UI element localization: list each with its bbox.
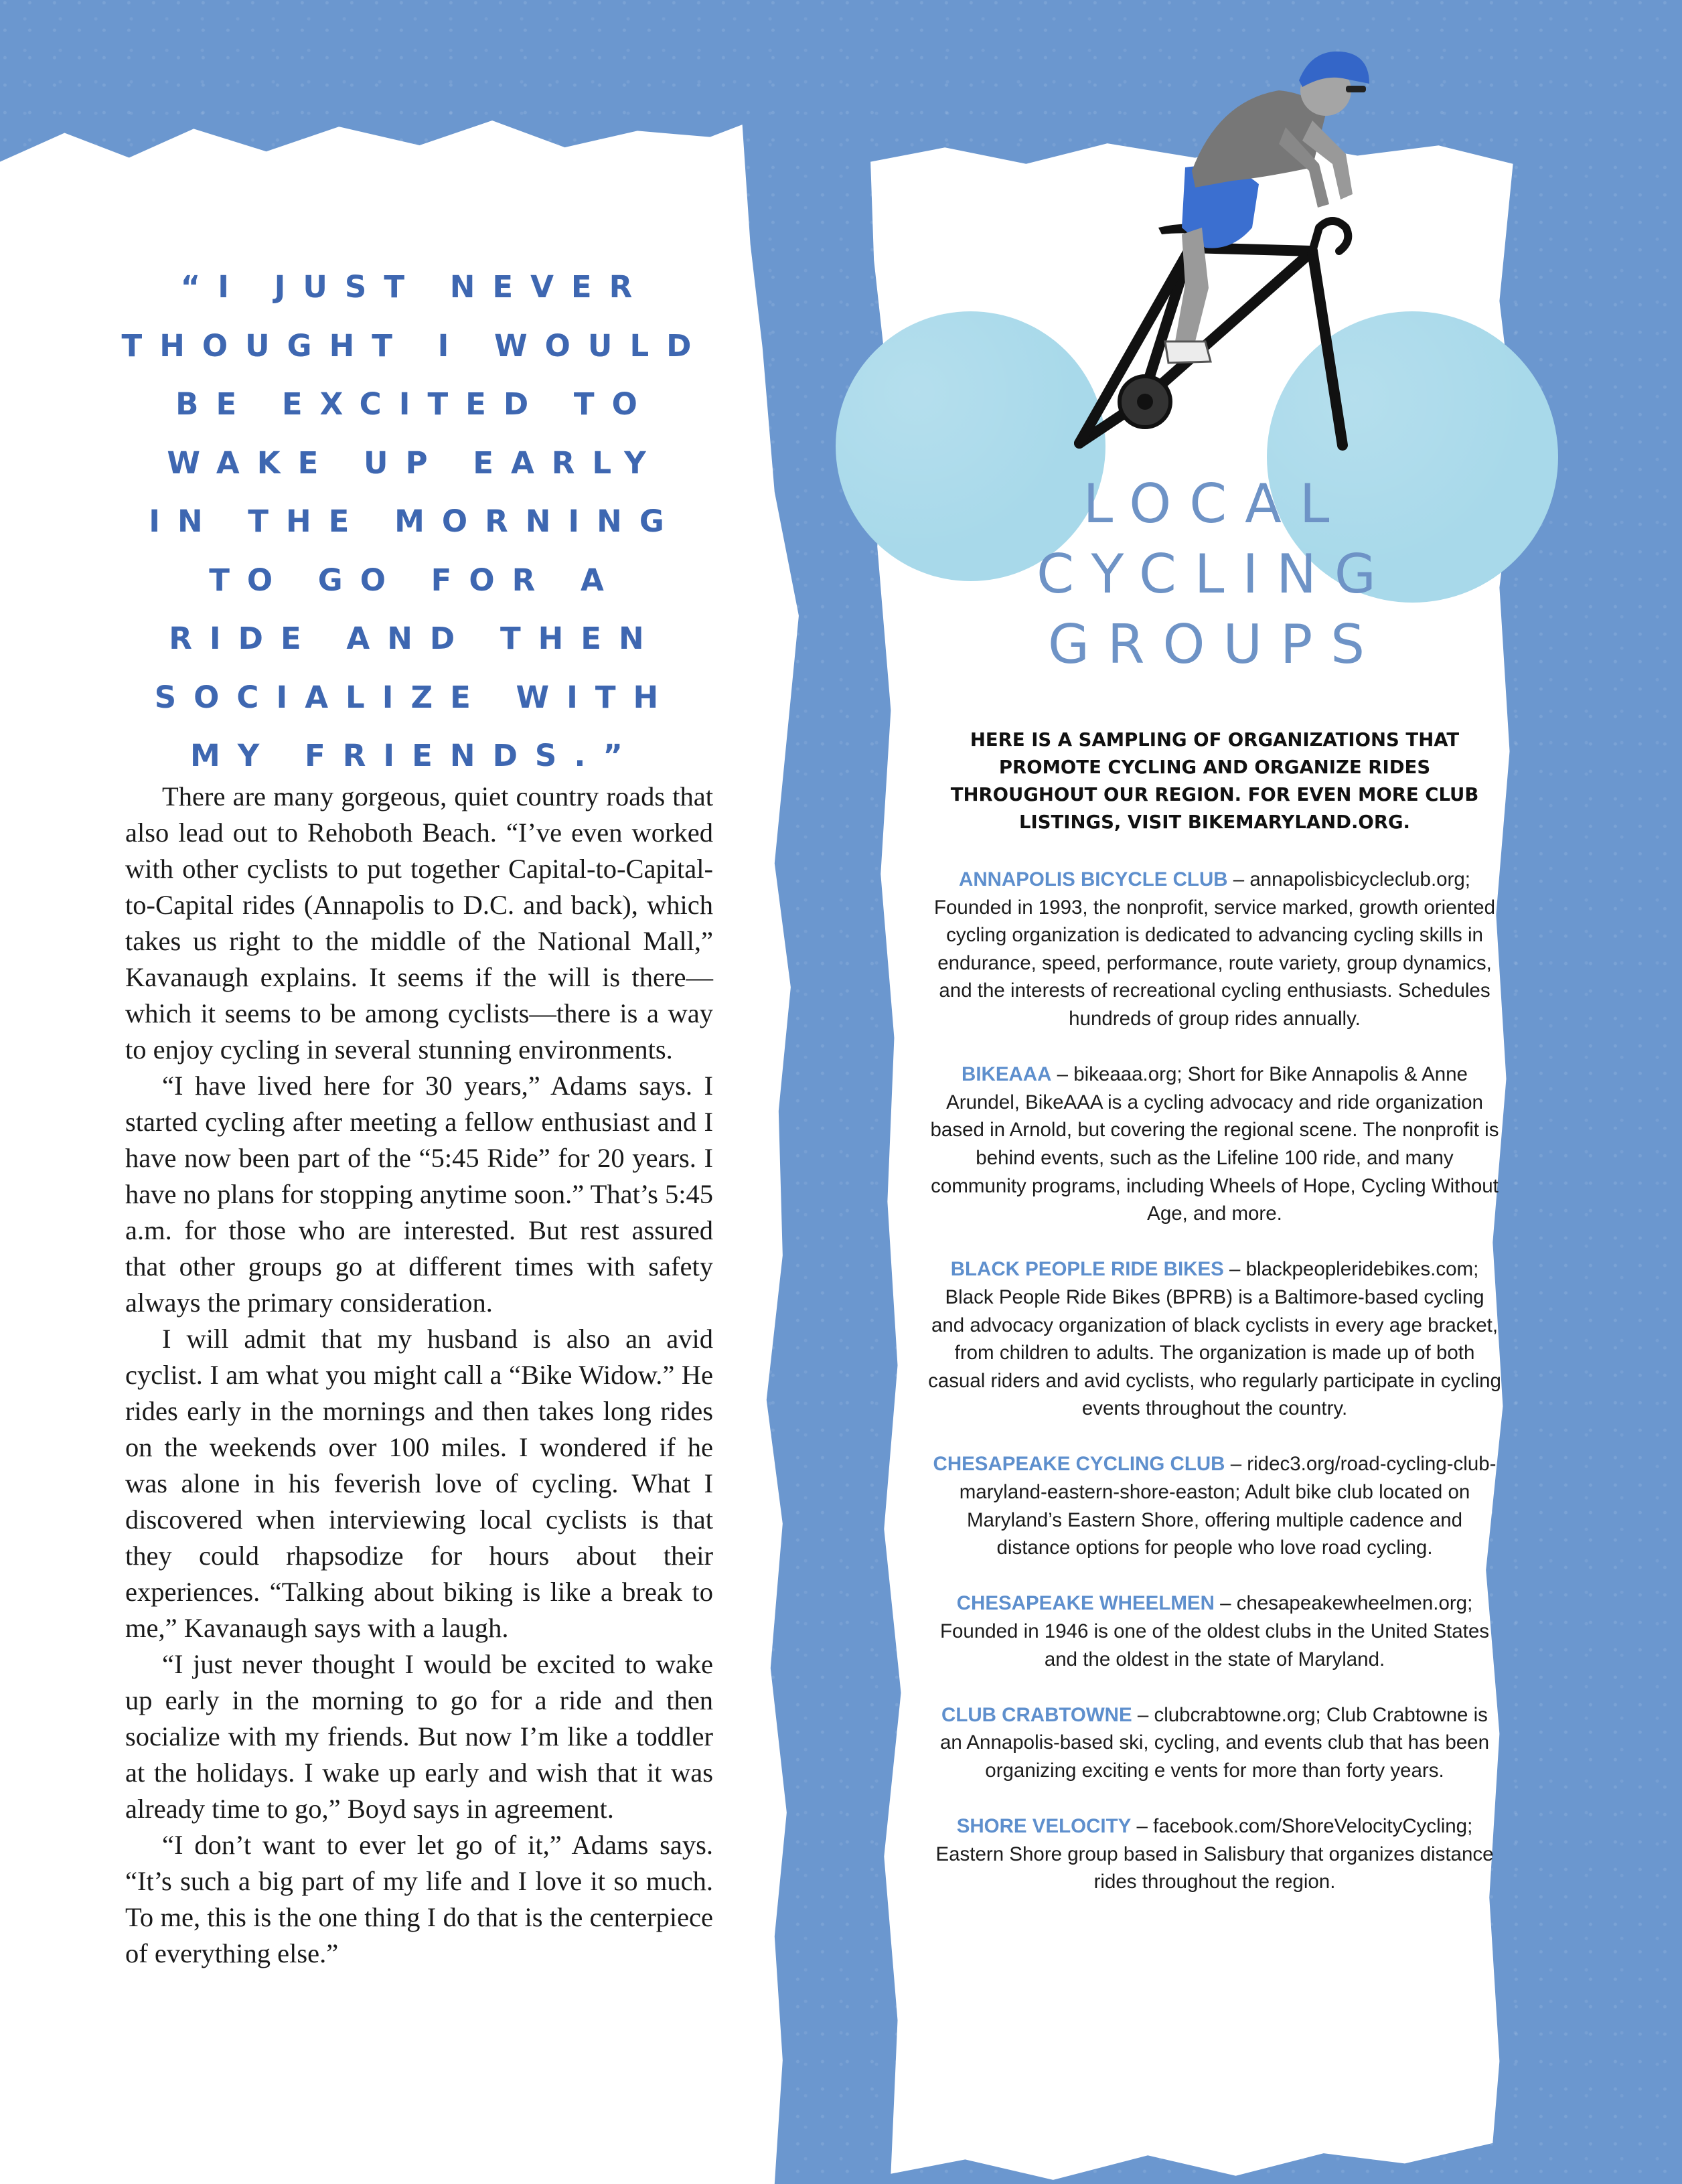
club-entry bbox=[928, 1255, 1501, 1423]
club-entry bbox=[928, 1061, 1501, 1228]
club-description: – blackpeopleridebikes.com; Black People Ride Bikes (BPRB) is a Baltimore-based cycling and advocacy organization of black cyclists in every age bracket, from children to adults. The organization is made up of both casual riders and avid cyclists, who regularly participate in cycling events throughout the country. bbox=[928, 1258, 1501, 1420]
article-paragraph: “I just never thought I would be excited to wake up early in the morning to go for a ride and then socialize with my friends. But now I’m like a toddler at the holidays. I wake up early and wish that it was already time to go,” Boyd says in agreement. bbox=[125, 1649, 713, 1824]
club-name: CHESAPEAKE WHEELMEN bbox=[956, 1592, 1215, 1615]
club-description: – bikeaaa.org; Short for Bike Annapolis & Anne Arundel, BikeAAA is a cycling advocacy and ride organization based in Arnold, but covering the regional scene. The nonprofit is behind events, such as the Lifeline 100 ride, and many community programs, including Wheels of Hope, Cycling Without Age, and more. bbox=[930, 1063, 1499, 1225]
club-entry bbox=[928, 1589, 1501, 1673]
article-paragraph: “I don’t want to ever let go of it,” Adams says. “It’s such a big part of my life and I love it so much. To me, this is the one thing I do that is the centerpiece of everything else.” bbox=[125, 1830, 713, 1968]
club-name: CLUB CRABTOWNE bbox=[941, 1703, 1132, 1726]
article-paragraph: There are many gorgeous, quiet country roads that also lead out to Rehoboth Beach. “I’ve even worked with other cyclists to put together Capital-to-Capital-to-Capital rides (Annapolis to D.C. and back), which takes us right to the middle of the National Mall,” Kavanaugh explains. It seems if the will is there—which it seems to be among cyclists—there is a way to enjoy cycling in several stunning environments. bbox=[125, 781, 713, 1065]
sidebar-heading: LOCAL CYCLING GROUPS bbox=[1037, 473, 1394, 676]
article-paragraph: I will admit that my husband is also an avid cyclist. I am what you might call a “Bike Widow.” He rides early in the mornings and then takes long rides on the weekends over 100 miles. I wondered if he was alone in his feverish love of cycling. What I discovered when interviewing local cyclists is that they could rhapsodize for hours about their experiences. “Talking about biking is like a break to me,” Kavanaugh says with a laugh. bbox=[125, 1324, 713, 1643]
club-entry bbox=[928, 1450, 1501, 1561]
club-entry bbox=[928, 866, 1501, 1033]
cyclist-illustration bbox=[1031, 27, 1406, 469]
article-paragraph: “I have lived here for 30 years,” Adams says. I started cycling after meeting a fellow enthusiast and I have now been part of the “5:45 Ride” for 20 years. I have no plans for stopping anytime soon.” That’s 5:45 a.m. for those who are interested. But rest assured that other groups go at different times with safety always the primary consideration. bbox=[125, 1071, 713, 1318]
club-name: CHESAPEAKE CYCLING CLUB bbox=[933, 1453, 1225, 1476]
club-description: – annapolisbicycleclub.org; Founded in 1993, the nonprofit, service marked, growth oriented cycling organization is dedicated to advancing cycling skills in endurance, speed, performance, route variety, group dynamics, and the interests of recreational cycling enthusiasts. Schedules hundreds of group rides annually. bbox=[934, 868, 1495, 1030]
club-description: – chesapeakewheelmen.org; Founded in 1946 is one of the oldest clubs in the United States and the oldest in the state of Maryland. bbox=[940, 1592, 1489, 1670]
club-entry bbox=[928, 1701, 1501, 1785]
club-entry bbox=[928, 1812, 1501, 1896]
sidebar-intro: HERE IS A SAMPLING OF ORGANIZATIONS THAT PROMOTE CYCLING AND ORGANIZE RIDES THROUGHOUT OUR REGION. FOR EVEN MORE CLUB LISTINGS, VISIT BIKEMARYLAND.ORG. bbox=[950, 729, 1479, 833]
club-description: – clubcrabtowne.org; Club Crabtowne is an Annapolis-based ski, cycling, and events club that has been organizing exciting e vents for more than forty years. bbox=[940, 1703, 1489, 1782]
club-name: ANNAPOLIS BICYCLE CLUB bbox=[959, 868, 1228, 890]
club-name: BIKEAAA bbox=[962, 1063, 1052, 1086]
club-description: – facebook.com/ShoreVelocityCycling; Eastern Shore group based in Salisbury that organizes distance rides throughout the region. bbox=[935, 1815, 1494, 1893]
club-list bbox=[928, 866, 1501, 1924]
club-name: BLACK PEOPLE RIDE BIKES bbox=[950, 1258, 1224, 1281]
club-name: SHORE VELOCITY bbox=[956, 1815, 1132, 1838]
article-body bbox=[125, 779, 713, 1972]
club-description: – ridec3.org/road-cycling-club-maryland-eastern-shore-easton; Adult bike club located on Maryland’s Eastern Shore, offering multiple cadence and distance options for people who love road cycling. bbox=[959, 1453, 1497, 1559]
pull-quote: “I JUST NEVER THOUGHT I WOULD BE EXCITED TO WAKE UP EARLY IN THE MORNING TO GO FOR A RIDE AND THEN SOCIALIZE WITH MY FRIENDS.” bbox=[121, 269, 709, 773]
